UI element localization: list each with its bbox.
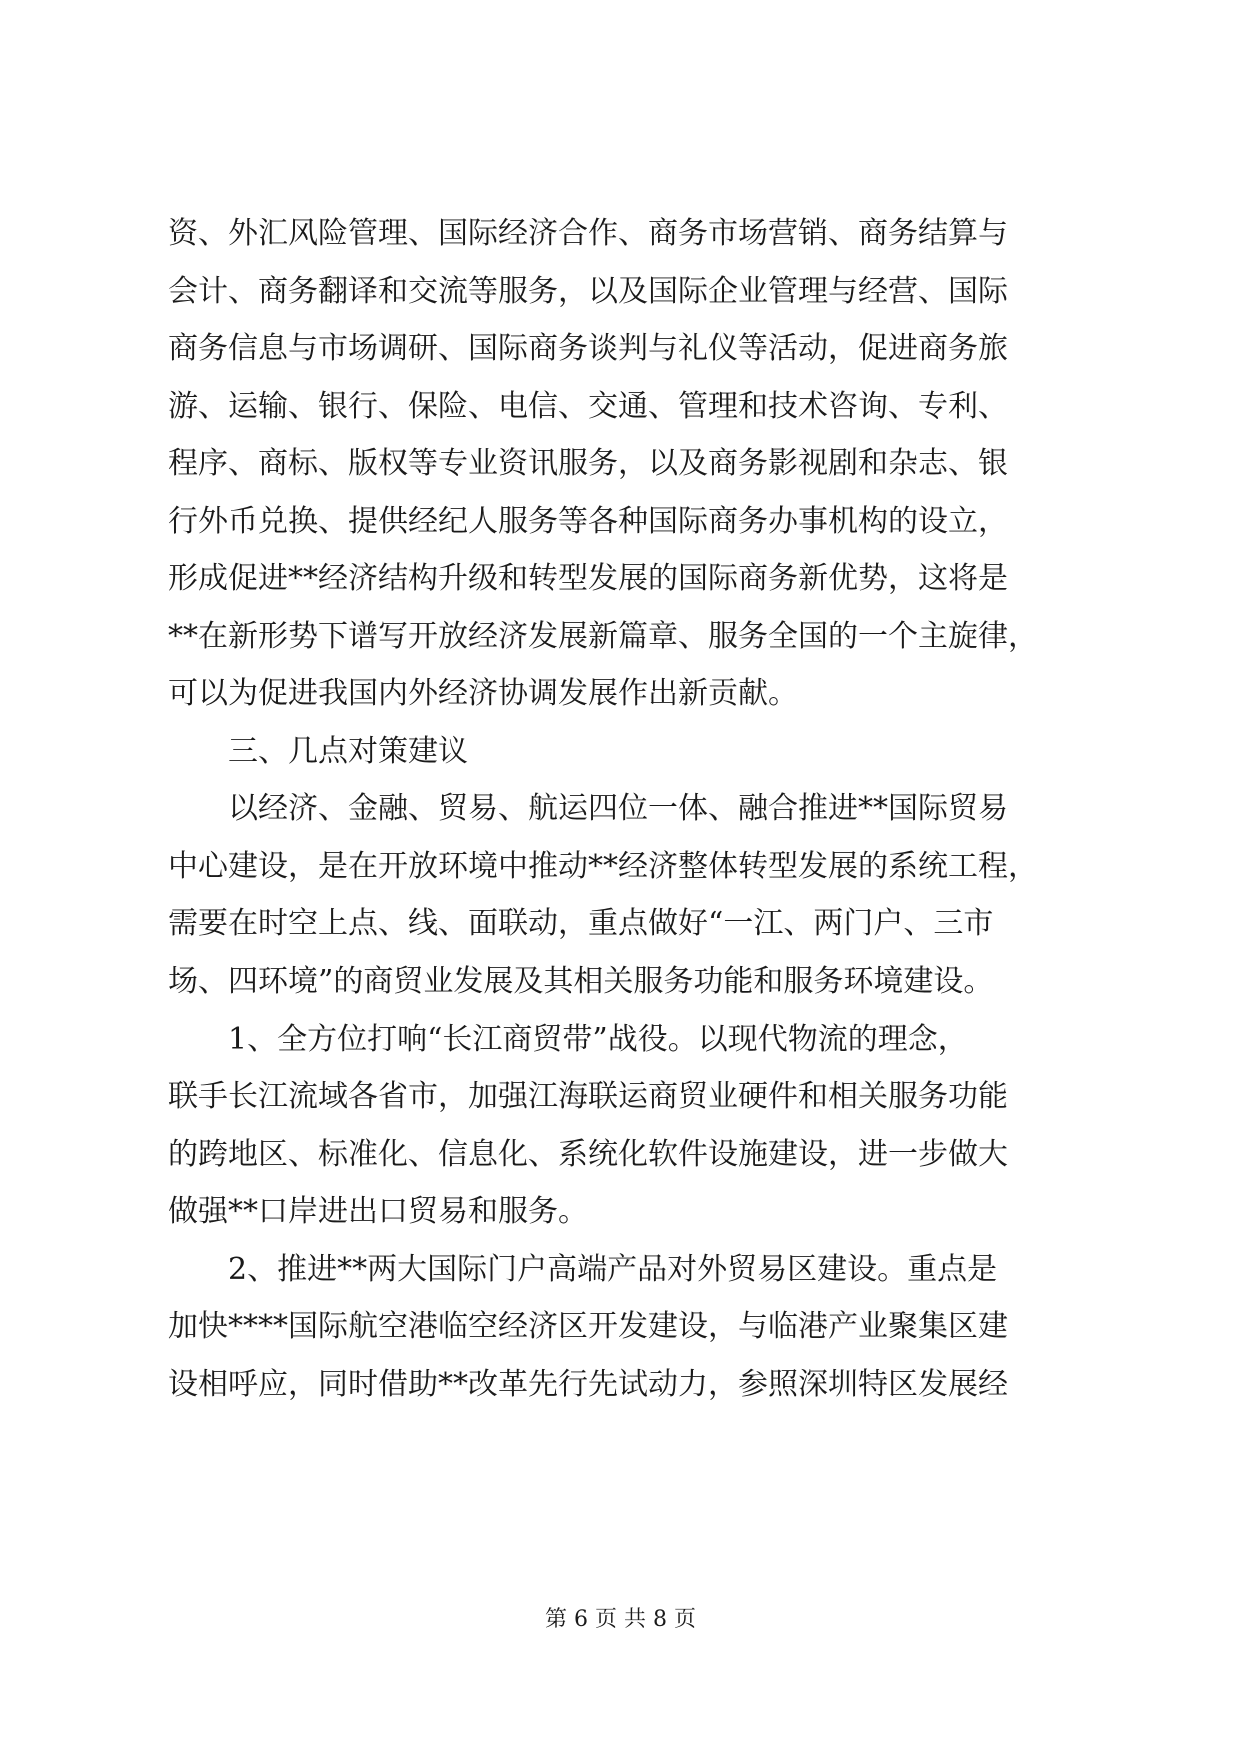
text-line: 行外币兑换、提供经纪人服务等各种国际商务办事机构的设立， xyxy=(168,504,1008,539)
text-line: 可以为促进我国内外经济协调发展作出新贡献。 xyxy=(168,676,798,711)
text-line: 形成促进**经济结构升级和转型发展的国际商务新优势，这将是 xyxy=(168,561,1008,596)
text-line: 加快****国际航空港临空经济区开发建设，与临港产业聚集区建 xyxy=(168,1309,1008,1344)
page-footer: 第 6 页 共 8 页 xyxy=(545,1607,696,1632)
text-line: 以经济、金融、贸易、航运四位一体、融合推进**国际贸易 xyxy=(228,791,1008,826)
text-line: 联手长江流域各省市，加强江海联运商贸业硬件和相关服务功能 xyxy=(168,1079,1008,1114)
text-line: 程序、商标、版权等专业资讯服务，以及商务影视剧和杂志、银 xyxy=(168,446,1008,481)
text-line: 2、推进**两大国际门户高端产品对外贸易区建设。重点是 xyxy=(228,1252,998,1287)
text-line: 会计、商务翻译和交流等服务，以及国际企业管理与经营、国际 xyxy=(168,274,1008,309)
text-line: 资、外汇风险管理、国际经济合作、商务市场营销、商务结算与 xyxy=(168,216,1008,251)
text-line: 商务信息与市场调研、国际商务谈判与礼仪等活动，促进商务旅 xyxy=(168,331,1008,366)
text-line: 游、运输、银行、保险、电信、交通、管理和技术咨询、专利、 xyxy=(168,389,1008,424)
section-heading: 三、几点对策建议 xyxy=(228,734,468,769)
text-line: 需要在时空上点、线、面联动，重点做好“一江、两门户、三市 xyxy=(168,906,994,941)
text-line: 设相呼应，同时借助**改革先行先试动力，参照深圳特区发展经 xyxy=(168,1367,1008,1402)
text-line: 场、四环境”的商贸业发展及其相关服务功能和服务环境建设。 xyxy=(168,964,994,999)
text-line: 做强**口岸进出口贸易和服务。 xyxy=(168,1194,588,1229)
text-line: 1、全方位打响“长江商贸带”战役。以现代物流的理念， xyxy=(228,1022,968,1057)
text-line: **在新形势下谱写开放经济发展新篇章、服务全国的一个主旋律， xyxy=(168,619,1038,654)
text-line: 的跨地区、标准化、信息化、系统化软件设施建设，进一步做大 xyxy=(168,1137,1008,1172)
text-line: 中心建设，是在开放环境中推动**经济整体转型发展的系统工程， xyxy=(168,849,1038,884)
